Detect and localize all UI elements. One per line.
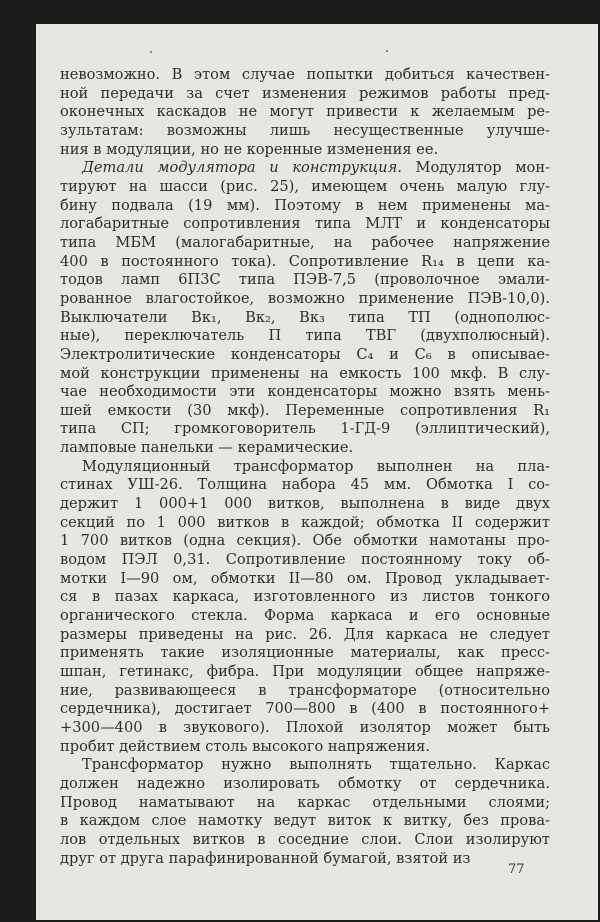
text-line: 1 700 витков (одна секция). Обе обмотки намотаны про-: [60, 532, 550, 550]
print-speck: [386, 50, 388, 52]
text-line: рованное влагостойкое, возможно применение ПЭВ-10,0).: [60, 289, 550, 307]
paragraph: [60, 756, 550, 868]
text-line: лов отдельных витков в соседние слои. Слои изолируют: [60, 830, 550, 848]
text-line: пробит действием столь высокого напряжения.: [60, 737, 430, 755]
body-text: [60, 66, 550, 868]
text-line: ной передачи за счет изменения режимов работы пред-: [60, 84, 550, 102]
text-line: +300—400 в звукового). Плохой изолятор может быть: [60, 718, 550, 736]
text-line: типа СП; громкоговоритель 1-ГД-9 (эллиптический),: [60, 420, 550, 438]
text-line: ния в модуляции, но не коренные изменения ее.: [60, 140, 439, 158]
paragraph: [60, 159, 550, 458]
text-line: должен надежно изолировать обмотку от сердечника.: [60, 774, 550, 792]
text-line: ламповые панельки — керамические.: [60, 439, 354, 457]
text-run: Модулятор мон-: [401, 159, 550, 177]
text-line: ние, развивающееся в трансформаторе (относительно: [60, 681, 550, 699]
text-line: оконечных каскадов не могут привести к желаемым ре-: [60, 103, 550, 121]
text-line: стинах УШ-26. Толщина набора 45 мм. Обмотка I со-: [60, 476, 550, 494]
text-line: держит 1 000+1 000 витков, выполнена в виде двух: [60, 495, 550, 513]
text-line: Трансформатор нужно выполнять тщательно. Каркас: [82, 756, 550, 774]
text-line: невозможно. В этом случае попытки добиться качествен-: [60, 66, 550, 83]
text-line: сердечника), достигает 700—800 в (400 в постоянного+: [60, 700, 550, 718]
text-line: в каждом слое намотку ведут виток к витку, без прова-: [60, 812, 550, 830]
text-line: тодов ламп 6П3С типа ПЭВ-7,5 (проволочное эмали-: [60, 271, 550, 289]
text-line: применять такие изоляционные материалы, как пресс-: [60, 644, 550, 662]
page-number: 77: [508, 862, 525, 877]
text-line: логабаритные сопротивления типа МЛТ и конденсаторы: [60, 215, 550, 233]
text-line: 400 в постоянного тока). Сопротивление R₁₄ в цепи ка-: [60, 252, 550, 270]
text-line: бину подвала (19 мм). Поэтому в нем применены ма-: [60, 196, 550, 214]
book-page: [36, 24, 598, 920]
text-line: размеры приведены на рис. 26. Для каркаса не следует: [60, 625, 550, 643]
text-line: шей емкости (30 мкф). Переменные сопротивления R₁: [60, 401, 550, 419]
text-line: Провод наматывают на каркас отдельными слоями;: [60, 793, 550, 811]
text-line: чае необходимости эти конденсаторы можно взять мень-: [60, 383, 550, 401]
print-speck: [150, 51, 152, 53]
text-line: друг от друга парафинированной бумагой, взятой из: [60, 849, 471, 867]
text-line: шпан, гетинакс, фибра. При модуляции общее напряже-: [60, 663, 550, 680]
paragraph: [60, 458, 550, 757]
text-line: ся в пазах каркаса, изготовленного из листов тонкого: [60, 588, 550, 606]
text-line: органического стекла. Форма каркаса и его основные: [60, 607, 550, 625]
text-line: тируют на шасси (рис. 25), имеющем очень малую глу-: [60, 177, 550, 195]
text-line: Выключатели Вк₁, Вк₂, Вк₃ типа ТП (однополюс-: [60, 308, 550, 326]
text-line: типа МБМ (малогабаритные, на рабочее напряжение: [60, 233, 550, 251]
text-line: ные), переключатель П типа ТВГ (двухполюсный).: [60, 327, 550, 345]
text-line: Электролитические конденсаторы C₄ и C₆ в описывае-: [60, 345, 550, 363]
text-line: [60, 159, 550, 178]
text-line: мотки I—90 ом, обмотки II—80 ом. Провод укладывает-: [60, 569, 550, 587]
text-line: Модуляционный трансформатор выполнен на пла-: [82, 457, 550, 475]
paragraph: [60, 66, 550, 159]
text-line: секций по 1 000 витков в каждой; обмотка II содержит: [60, 513, 550, 531]
text-line: мой конструкции применены на емкость 100 мкф. В слу-: [60, 364, 550, 382]
text-line: зультатам: возможны лишь несущественные улучше-: [60, 121, 550, 139]
text-line: водом ПЭЛ 0,31. Сопротивление постоянному току об-: [60, 551, 550, 569]
section-heading-inline: Детали модулятора и конструкция.: [82, 159, 402, 177]
